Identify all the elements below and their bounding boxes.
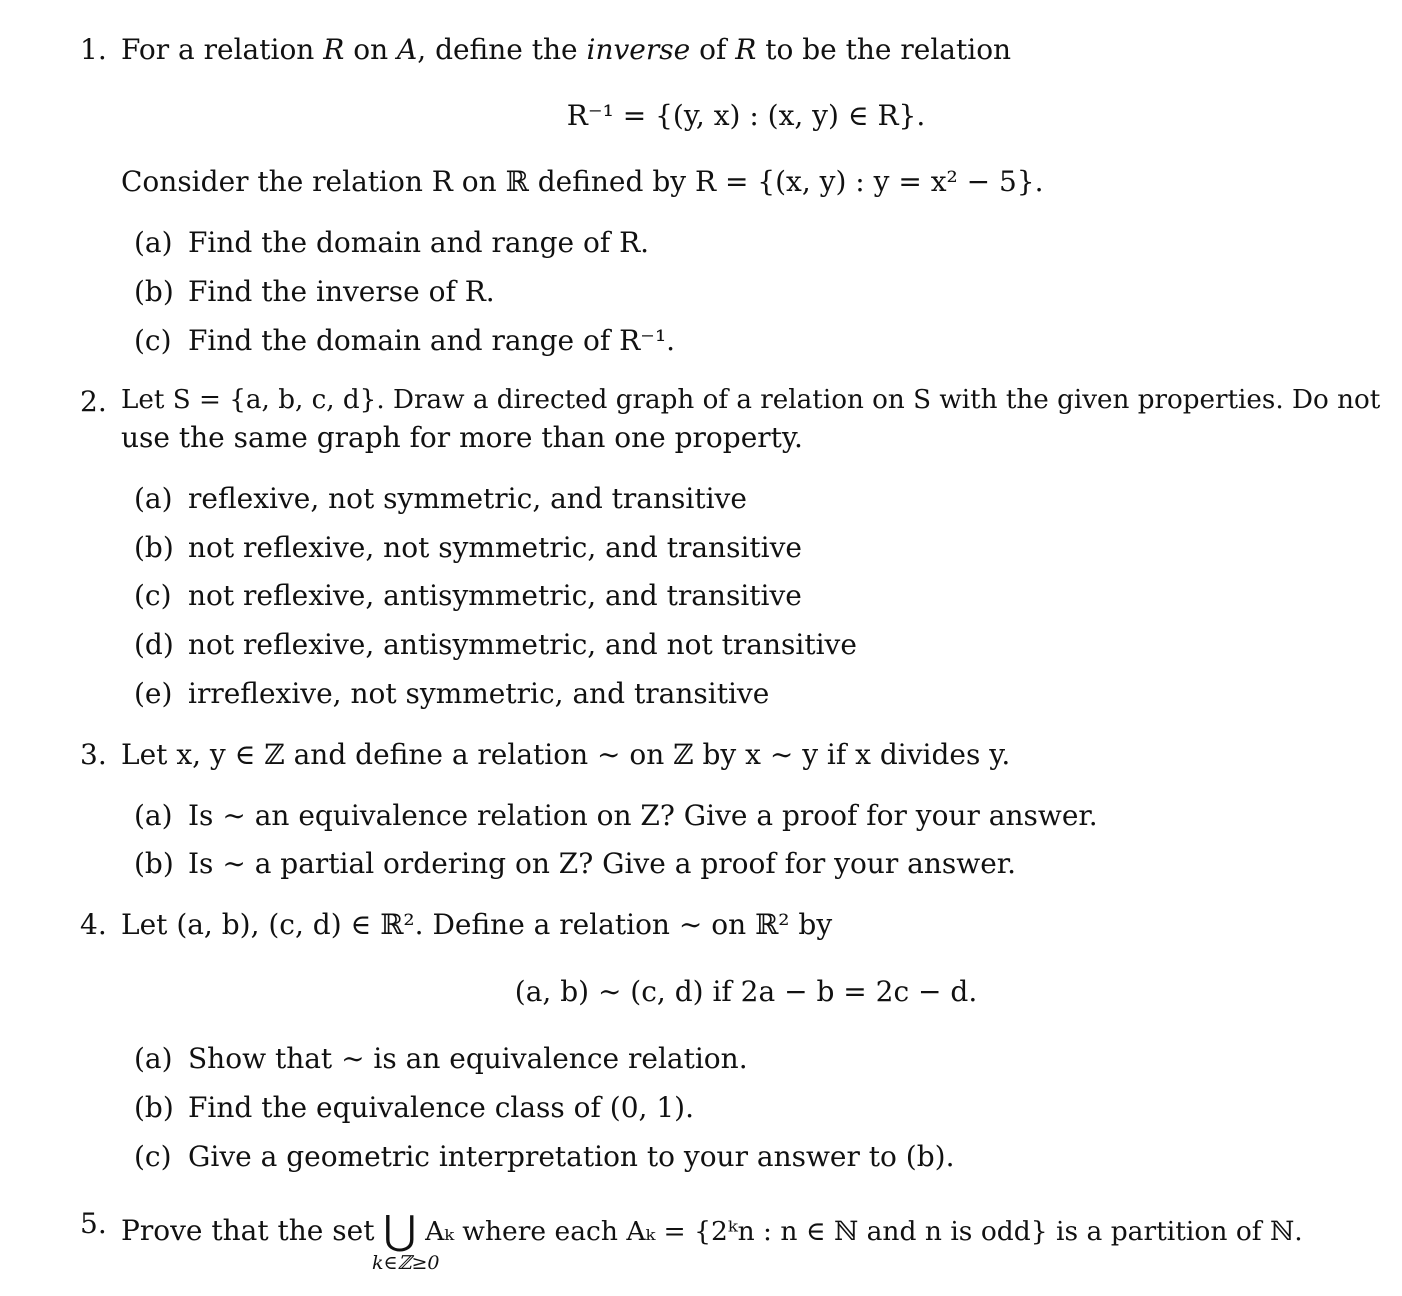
- problem-3-intro: Let x, y ∈ ℤ and define a relation ∼ on ℤ by x ∼ y if x divides y.: [121, 738, 1011, 771]
- problem-3-number: 3.: [80, 738, 107, 771]
- problem-4b-label: (b): [134, 1091, 174, 1124]
- problem-1-display-equation: R⁻¹ = {(y, x) : (x, y) ∈ R}.: [566, 99, 926, 132]
- problem-5-statement: [121, 1206, 1303, 1256]
- problem-5-post: Aₖ where each Aₖ = {2ᵏn : n ∈ ℕ and n is odd} is a partition of ℕ.: [425, 1216, 1303, 1247]
- problem-2b-text: not reflexive, not symmetric, and transitive: [188, 531, 802, 564]
- problem-1-intro: For a relation R on A, define the inverse of R to be the relation: [121, 33, 1012, 66]
- problem-2-line-2: use the same graph for more than one property.: [121, 421, 803, 454]
- problem-2e-text: irreflexive, not symmetric, and transitive: [188, 677, 770, 710]
- problem-4a-text: Show that ∼ is an equivalence relation.: [188, 1042, 748, 1075]
- problem-3a-text: Is ∼ an equivalence relation on Z? Give a proof for your answer.: [188, 799, 1098, 832]
- problem-2-line-1: Let S = {a, b, c, d}. Draw a directed graph of a relation on S with the given properties. Do not: [121, 385, 1381, 415]
- problem-2c-text: not reflexive, antisymmetric, and transitive: [188, 579, 802, 612]
- union-index-subscript: k∈ℤ≥0: [372, 1252, 440, 1274]
- problem-5-number: 5.: [80, 1207, 107, 1240]
- problem-4c-text: Give a geometric interpretation to your answer to (b).: [188, 1140, 955, 1173]
- problem-1c-text: Find the domain and range of R⁻¹.: [188, 324, 676, 357]
- problem-3a-label: (a): [134, 799, 173, 832]
- problem-4b-text: Find the equivalence class of (0, 1).: [188, 1091, 694, 1124]
- problem-2d-label: (d): [134, 628, 174, 661]
- problem-2e-label: (e): [134, 677, 173, 710]
- problem-2c-label: (c): [134, 579, 172, 612]
- problem-1-consider: Consider the relation R on ℝ defined by R = {(x, y) : y = x² − 5}.: [121, 165, 1044, 198]
- big-union-symbol: ⋃: [383, 1208, 417, 1254]
- problem-1a-text: Find the domain and range of R.: [188, 226, 650, 259]
- problem-1a-label: (a): [134, 226, 173, 259]
- problem-1b-label: (b): [134, 275, 174, 308]
- problem-2a-label: (a): [134, 482, 173, 515]
- problem-3b-text: Is ∼ a partial ordering on Z? Give a proof for your answer.: [188, 847, 1016, 880]
- problem-4-intro: Let (a, b), (c, d) ∈ ℝ². Define a relation ∼ on ℝ² by: [121, 908, 833, 941]
- problem-1b-text: Find the inverse of R.: [188, 275, 495, 308]
- problem-2b-label: (b): [134, 531, 174, 564]
- problem-1-number: 1.: [80, 33, 107, 66]
- problem-4a-label: (a): [134, 1042, 173, 1075]
- problem-2d-text: not reflexive, antisymmetric, and not transitive: [188, 628, 857, 661]
- problem-1c-label: (c): [134, 324, 172, 357]
- problem-4-display-equation: (a, b) ∼ (c, d) if 2a − b = 2c − d.: [514, 975, 978, 1008]
- problem-2-number: 2.: [80, 385, 107, 418]
- problem-2a-text: reflexive, not symmetric, and transitive: [188, 482, 747, 515]
- problem-3b-label: (b): [134, 847, 174, 880]
- problem-4c-label: (c): [134, 1140, 172, 1173]
- problem-4-number: 4.: [80, 908, 107, 941]
- problem-5-pre: Prove that the set: [121, 1214, 375, 1247]
